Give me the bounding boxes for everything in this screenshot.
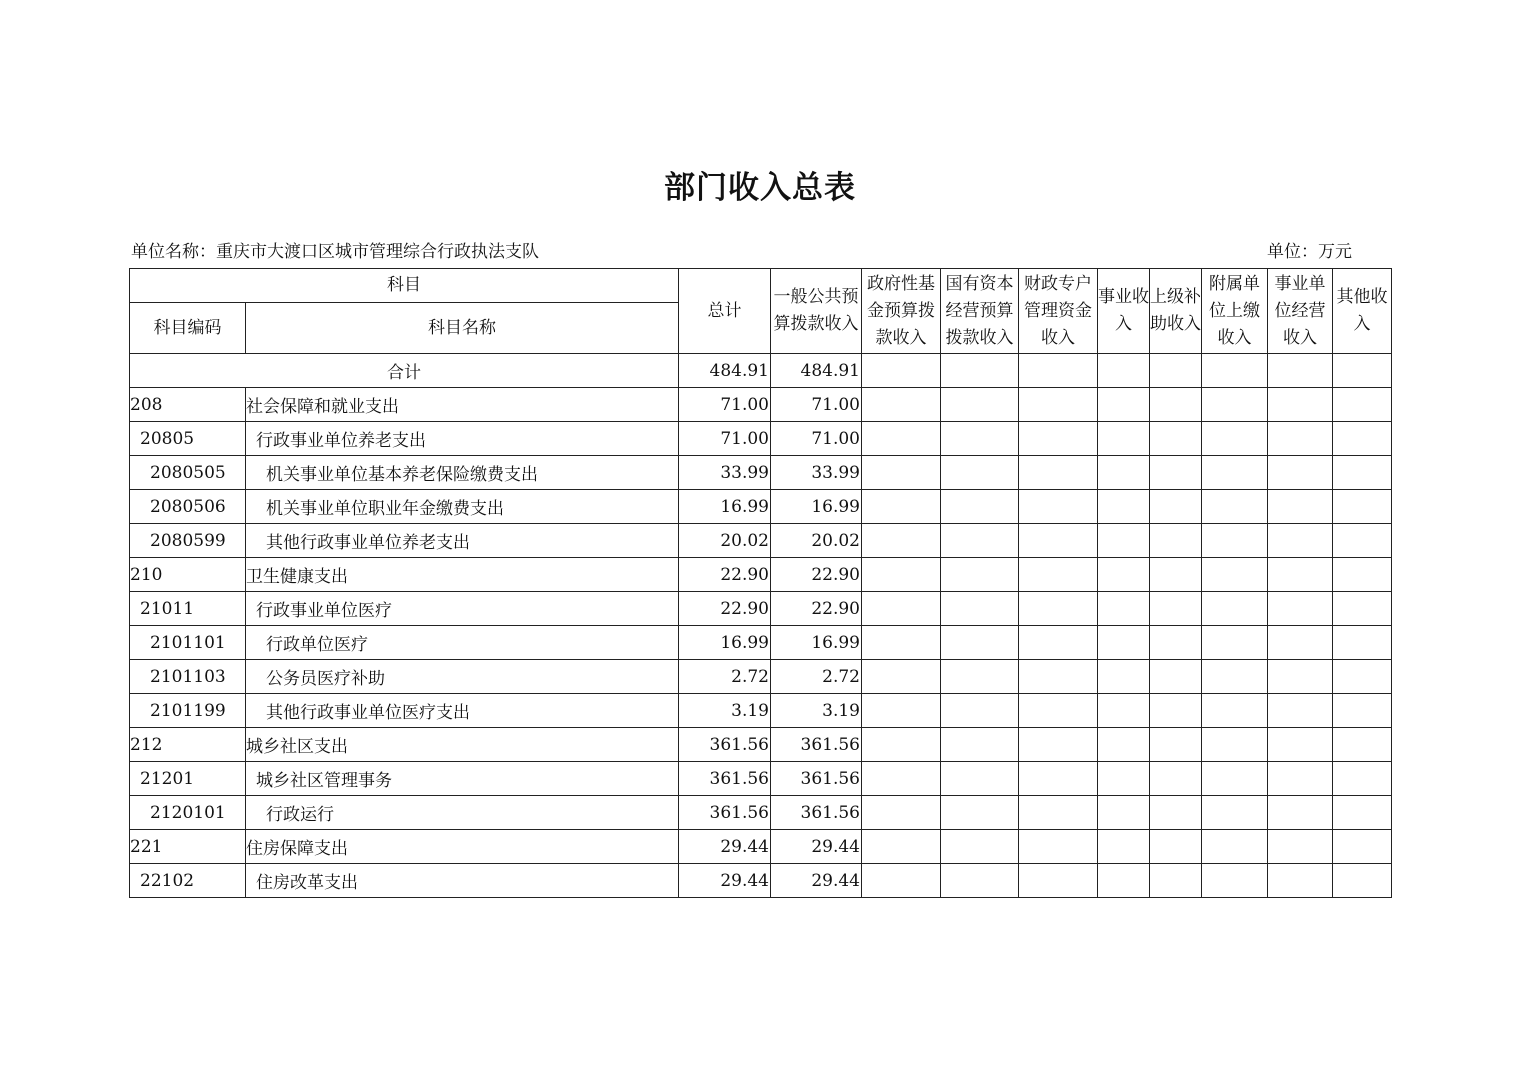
empty-cell (1333, 796, 1392, 830)
header-business: 事业收入 (1098, 269, 1150, 354)
empty-cell (862, 626, 941, 660)
empty-cell (1150, 762, 1202, 796)
row-general: 361.56 (771, 762, 862, 796)
row-general: 3.19 (771, 694, 862, 728)
empty-cell (1150, 592, 1202, 626)
empty-cell (1202, 830, 1268, 864)
empty-cell (1268, 660, 1333, 694)
table-row (130, 422, 1392, 456)
table-row (130, 728, 1392, 762)
empty-cell (1333, 762, 1392, 796)
table-row (130, 796, 1392, 830)
row-general: 71.00 (771, 388, 862, 422)
row-total: 33.99 (679, 456, 771, 490)
empty-cell (1202, 592, 1268, 626)
income-table (129, 268, 1392, 898)
empty-cell (1150, 830, 1202, 864)
row-general: 16.99 (771, 490, 862, 524)
table-row (130, 830, 1392, 864)
empty-cell (1098, 592, 1150, 626)
header-general: 一般公共预算拨款收入 (771, 269, 862, 354)
row-total: 2.72 (679, 660, 771, 694)
unit-name: 单位名称：重庆市大渡口区城市管理综合行政执法支队 (131, 242, 539, 262)
empty-cell (1268, 354, 1333, 388)
empty-cell (1202, 694, 1268, 728)
empty-cell (1098, 830, 1150, 864)
empty-cell (862, 728, 941, 762)
empty-cell (1150, 422, 1202, 456)
unit-label: 单位：万元 (1267, 242, 1352, 262)
empty-cell (1098, 728, 1150, 762)
page-title: 部门收入总表 (664, 170, 856, 206)
row-name: 其他行政事业单位养老支出 (246, 524, 679, 558)
empty-cell (1268, 456, 1333, 490)
empty-cell (1019, 728, 1098, 762)
empty-cell (1202, 626, 1268, 660)
row-total: 22.90 (679, 558, 771, 592)
empty-cell (1098, 626, 1150, 660)
row-name: 机关事业单位基本养老保险缴费支出 (246, 456, 679, 490)
empty-cell (1333, 558, 1392, 592)
row-general: 71.00 (771, 422, 862, 456)
empty-cell (1098, 694, 1150, 728)
header-total: 总计 (679, 269, 771, 354)
empty-cell (941, 796, 1019, 830)
row-code: 22102 (130, 864, 246, 898)
row-code: 210 (130, 558, 246, 592)
row-total: 71.00 (679, 388, 771, 422)
row-code: 20805 (130, 422, 246, 456)
row-name: 行政运行 (246, 796, 679, 830)
empty-cell (1268, 626, 1333, 660)
empty-cell (941, 626, 1019, 660)
empty-cell (1019, 388, 1098, 422)
empty-cell (1098, 524, 1150, 558)
empty-cell (1202, 422, 1268, 456)
empty-cell (862, 592, 941, 626)
empty-cell (941, 354, 1019, 388)
empty-cell (1202, 524, 1268, 558)
empty-cell (1019, 558, 1098, 592)
row-code: 2101101 (130, 626, 246, 660)
row-code: 221 (130, 830, 246, 864)
row-general: 22.90 (771, 558, 862, 592)
row-total: 22.90 (679, 592, 771, 626)
empty-cell (1098, 864, 1150, 898)
row-name: 城乡社区支出 (246, 728, 679, 762)
empty-cell (1268, 864, 1333, 898)
row-code: 2080505 (130, 456, 246, 490)
row-code: 21011 (130, 592, 246, 626)
empty-cell (1098, 490, 1150, 524)
row-total: 361.56 (679, 728, 771, 762)
row-code: 2101199 (130, 694, 246, 728)
row-code: 2080506 (130, 490, 246, 524)
empty-cell (1150, 456, 1202, 490)
table-row (130, 694, 1392, 728)
empty-cell (941, 456, 1019, 490)
empty-cell (1202, 762, 1268, 796)
empty-cell (862, 830, 941, 864)
row-total: 361.56 (679, 762, 771, 796)
row-general: 29.44 (771, 830, 862, 864)
summary-general: 484.91 (771, 354, 862, 388)
empty-cell (1098, 422, 1150, 456)
empty-cell (1268, 388, 1333, 422)
row-general: 2.72 (771, 660, 862, 694)
empty-cell (1202, 354, 1268, 388)
empty-cell (1268, 524, 1333, 558)
empty-cell (941, 592, 1019, 626)
empty-cell (1019, 830, 1098, 864)
empty-cell (1150, 388, 1202, 422)
empty-cell (1150, 524, 1202, 558)
empty-cell (1268, 592, 1333, 626)
row-total: 71.00 (679, 422, 771, 456)
table-row (130, 626, 1392, 660)
row-name: 卫生健康支出 (246, 558, 679, 592)
empty-cell (941, 694, 1019, 728)
table-row (130, 660, 1392, 694)
empty-cell (1202, 660, 1268, 694)
row-name: 住房改革支出 (246, 864, 679, 898)
empty-cell (1150, 864, 1202, 898)
empty-cell (1202, 864, 1268, 898)
row-name: 机关事业单位职业年金缴费支出 (246, 490, 679, 524)
empty-cell (1098, 456, 1150, 490)
header-govfund: 政府性基金预算拨款收入 (862, 269, 941, 354)
row-general: 33.99 (771, 456, 862, 490)
row-total: 16.99 (679, 626, 771, 660)
empty-cell (1202, 558, 1268, 592)
empty-cell (1019, 490, 1098, 524)
row-total: 29.44 (679, 830, 771, 864)
empty-cell (941, 524, 1019, 558)
table-row (130, 388, 1392, 422)
row-code: 2101103 (130, 660, 246, 694)
header-stateasset: 国有资本经营预算拨款收入 (941, 269, 1019, 354)
empty-cell (1333, 354, 1392, 388)
row-name: 行政事业单位医疗 (246, 592, 679, 626)
table-row (130, 762, 1392, 796)
row-general: 22.90 (771, 592, 862, 626)
empty-cell (1019, 660, 1098, 694)
empty-cell (862, 762, 941, 796)
empty-cell (1019, 626, 1098, 660)
row-name: 行政事业单位养老支出 (246, 422, 679, 456)
empty-cell (1150, 694, 1202, 728)
empty-cell (862, 388, 941, 422)
empty-cell (1333, 490, 1392, 524)
summary-total: 484.91 (679, 354, 771, 388)
row-name: 住房保障支出 (246, 830, 679, 864)
empty-cell (1098, 388, 1150, 422)
empty-cell (1150, 490, 1202, 524)
empty-cell (1019, 864, 1098, 898)
empty-cell (1268, 796, 1333, 830)
row-code: 212 (130, 728, 246, 762)
empty-cell (1150, 354, 1202, 388)
row-name: 公务员医疗补助 (246, 660, 679, 694)
row-name: 城乡社区管理事务 (246, 762, 679, 796)
empty-cell (1202, 728, 1268, 762)
header-other: 其他收入 (1333, 269, 1392, 354)
empty-cell (941, 422, 1019, 456)
row-general: 16.99 (771, 626, 862, 660)
empty-cell (1333, 456, 1392, 490)
empty-cell (1202, 456, 1268, 490)
empty-cell (941, 388, 1019, 422)
table-row (130, 524, 1392, 558)
row-general: 361.56 (771, 796, 862, 830)
empty-cell (1098, 558, 1150, 592)
empty-cell (862, 354, 941, 388)
empty-cell (1333, 660, 1392, 694)
empty-cell (1268, 830, 1333, 864)
empty-cell (941, 762, 1019, 796)
empty-cell (1268, 728, 1333, 762)
empty-cell (1019, 592, 1098, 626)
empty-cell (941, 490, 1019, 524)
empty-cell (862, 490, 941, 524)
empty-cell (1333, 388, 1392, 422)
empty-cell (1150, 660, 1202, 694)
empty-cell (1268, 558, 1333, 592)
empty-cell (1333, 864, 1392, 898)
row-name: 其他行政事业单位医疗支出 (246, 694, 679, 728)
empty-cell (862, 694, 941, 728)
row-name: 行政单位医疗 (246, 626, 679, 660)
empty-cell (1098, 796, 1150, 830)
empty-cell (1150, 626, 1202, 660)
empty-cell (1333, 830, 1392, 864)
empty-cell (1150, 796, 1202, 830)
row-name: 社会保障和就业支出 (246, 388, 679, 422)
empty-cell (1202, 796, 1268, 830)
empty-cell (1019, 762, 1098, 796)
empty-cell (1333, 592, 1392, 626)
row-code: 208 (130, 388, 246, 422)
header-affiliated: 附属单位上缴收入 (1202, 269, 1268, 354)
empty-cell (1333, 626, 1392, 660)
empty-cell (941, 728, 1019, 762)
header-operation: 事业单位经营收入 (1268, 269, 1333, 354)
empty-cell (1019, 524, 1098, 558)
header-superior: 上级补助收入 (1150, 269, 1202, 354)
table-row (130, 490, 1392, 524)
empty-cell (862, 524, 941, 558)
empty-cell (1019, 694, 1098, 728)
empty-cell (1098, 354, 1150, 388)
empty-cell (1150, 728, 1202, 762)
header-special: 财政专户管理资金收入 (1019, 269, 1098, 354)
empty-cell (1333, 524, 1392, 558)
empty-cell (862, 864, 941, 898)
row-total: 29.44 (679, 864, 771, 898)
empty-cell (862, 558, 941, 592)
empty-cell (862, 422, 941, 456)
empty-cell (1268, 422, 1333, 456)
empty-cell (862, 456, 941, 490)
empty-cell (1268, 490, 1333, 524)
row-code: 2080599 (130, 524, 246, 558)
header-name: 科目名称 (246, 303, 679, 354)
row-total: 20.02 (679, 524, 771, 558)
empty-cell (1019, 354, 1098, 388)
empty-cell (1098, 762, 1150, 796)
empty-cell (1333, 422, 1392, 456)
empty-cell (1019, 796, 1098, 830)
empty-cell (941, 660, 1019, 694)
row-code: 21201 (130, 762, 246, 796)
row-general: 29.44 (771, 864, 862, 898)
empty-cell (941, 864, 1019, 898)
summary-row (130, 354, 1392, 388)
empty-cell (1268, 762, 1333, 796)
row-general: 20.02 (771, 524, 862, 558)
empty-cell (1150, 558, 1202, 592)
header-code: 科目编码 (130, 303, 246, 354)
empty-cell (941, 558, 1019, 592)
empty-cell (1202, 490, 1268, 524)
summary-label: 合计 (130, 354, 679, 388)
empty-cell (862, 660, 941, 694)
table-row (130, 864, 1392, 898)
empty-cell (1098, 660, 1150, 694)
empty-cell (1019, 422, 1098, 456)
empty-cell (1268, 694, 1333, 728)
empty-cell (941, 830, 1019, 864)
empty-cell (862, 796, 941, 830)
empty-cell (1202, 388, 1268, 422)
table-row (130, 592, 1392, 626)
table-row (130, 456, 1392, 490)
row-total: 16.99 (679, 490, 771, 524)
empty-cell (1019, 456, 1098, 490)
empty-cell (1333, 694, 1392, 728)
empty-cell (1333, 728, 1392, 762)
header-subject: 科目 (130, 269, 679, 303)
row-total: 3.19 (679, 694, 771, 728)
row-general: 361.56 (771, 728, 862, 762)
row-total: 361.56 (679, 796, 771, 830)
table-row (130, 558, 1392, 592)
row-code: 2120101 (130, 796, 246, 830)
